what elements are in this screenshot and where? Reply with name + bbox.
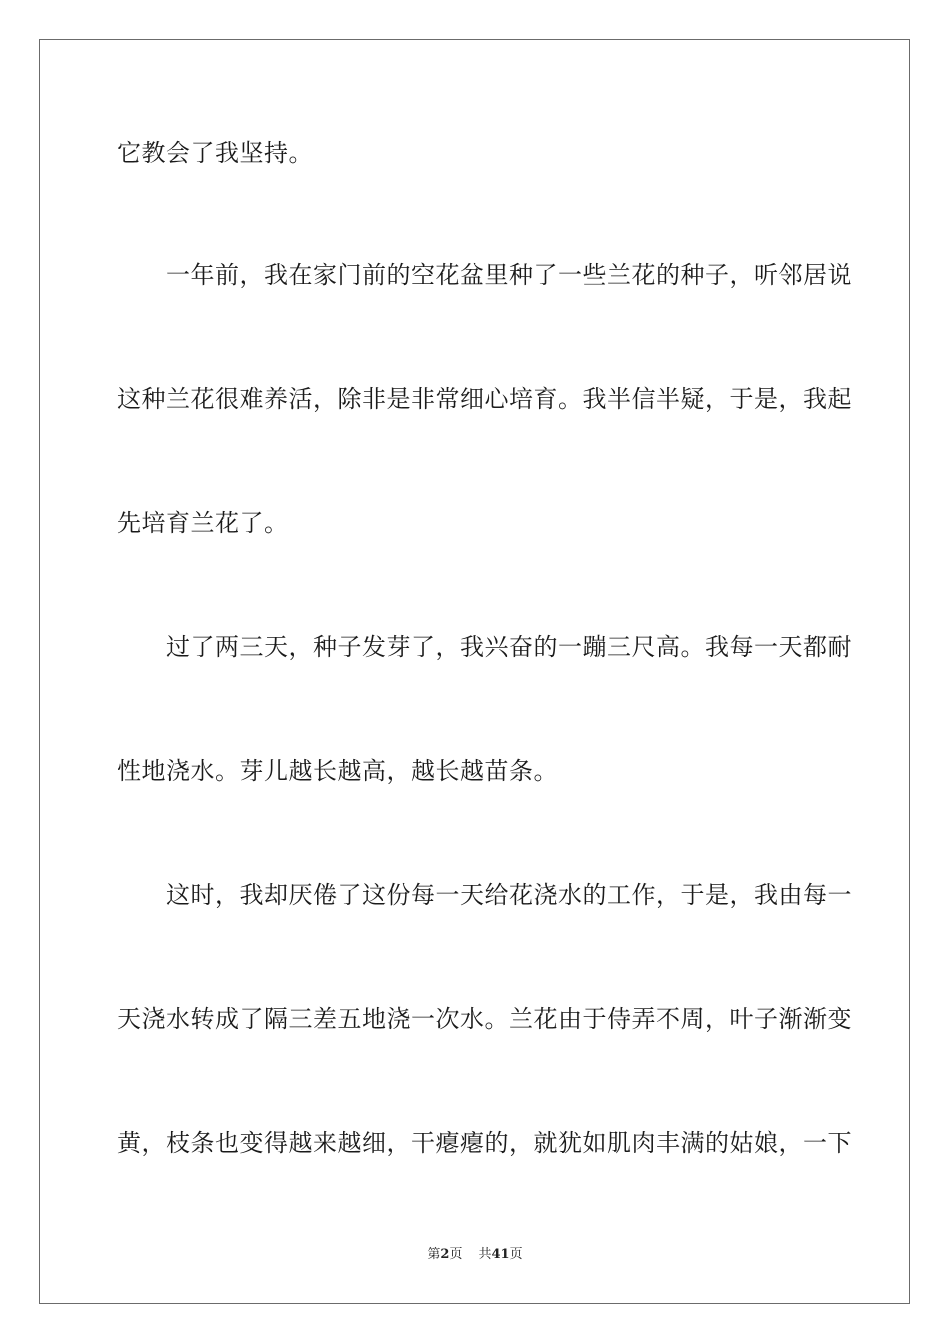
text-line: 黄，枝条也变得越来越细，干瘪瘪的，就犹如肌肉丰满的姑娘，一下	[117, 1129, 852, 1157]
text-line: 天浇水转成了隔三差五地浇一次水。兰花由于侍弄不周，叶子渐渐变	[117, 1005, 852, 1033]
page-suffix: 页	[449, 1247, 463, 1262]
page-footer	[0, 1247, 950, 1263]
total-prefix: 共	[478, 1247, 492, 1262]
page-prefix: 第	[427, 1247, 441, 1262]
text-line: 性地浇水。芽儿越长越高，越长越苗条。	[117, 757, 558, 785]
page-border	[39, 39, 910, 1304]
text-line: 先培育兰花了。	[117, 509, 289, 537]
page-number: 2	[440, 1247, 450, 1262]
text-line: 它教会了我坚持。	[117, 139, 313, 167]
total-pages: 41	[491, 1247, 510, 1262]
text-line: 一年前，我在家门前的空花盆里种了一些兰花的种子，听邻居说	[117, 261, 852, 289]
total-suffix: 页	[509, 1247, 523, 1262]
text-line: 这种兰花很难养活，除非是非常细心培育。我半信半疑，于是，我起	[117, 385, 852, 413]
text-line: 这时，我却厌倦了这份每一天给花浇水的工作，于是，我由每一	[117, 881, 852, 909]
text-line: 过了两三天，种子发芽了，我兴奋的一蹦三尺高。我每一天都耐	[117, 633, 852, 661]
